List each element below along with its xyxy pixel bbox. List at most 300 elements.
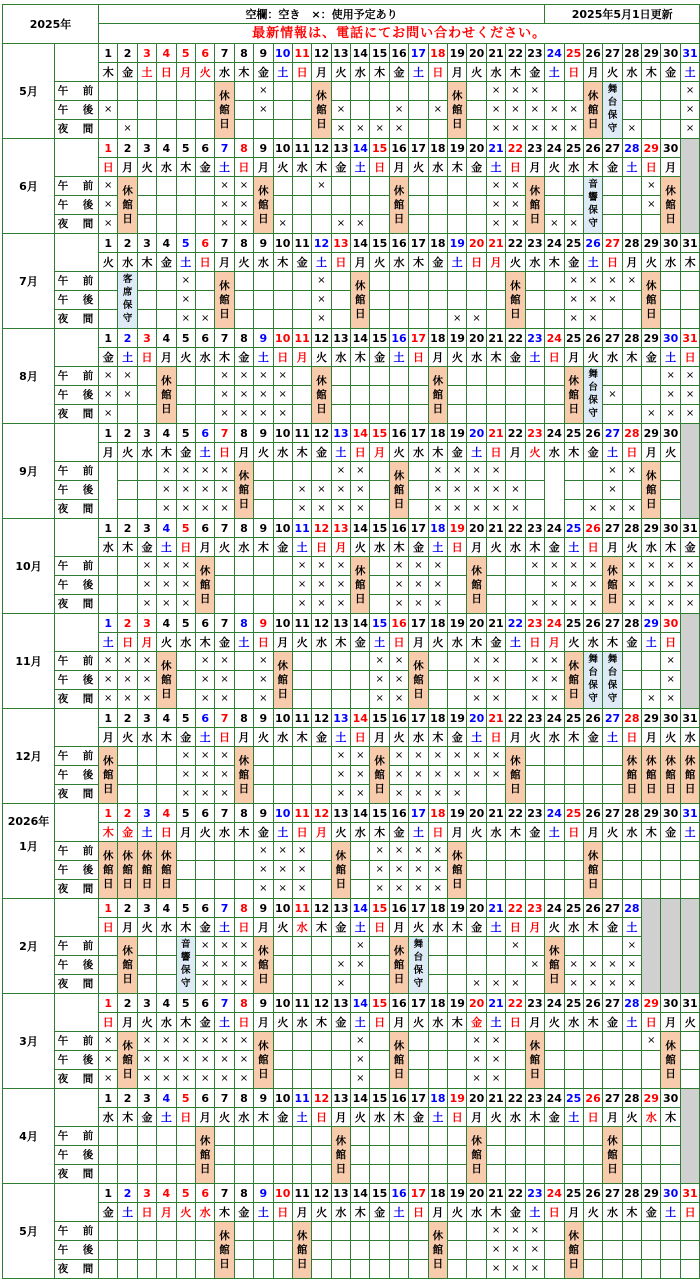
available-cell[interactable] [157, 1146, 176, 1165]
booked-cell[interactable]: × [215, 785, 234, 804]
booked-cell[interactable]: × [583, 956, 602, 975]
available-cell[interactable] [370, 405, 389, 424]
available-cell[interactable] [680, 1032, 699, 1051]
available-cell[interactable] [389, 1260, 408, 1279]
available-cell[interactable] [176, 1222, 195, 1241]
booked-cell[interactable]: × [545, 595, 564, 614]
available-cell[interactable] [254, 120, 273, 139]
available-cell[interactable] [545, 177, 564, 196]
available-cell[interactable] [234, 310, 253, 329]
available-cell[interactable] [254, 576, 273, 595]
booked-cell[interactable]: × [467, 671, 486, 690]
booked-cell[interactable]: × [583, 500, 602, 519]
booked-cell[interactable]: × [351, 481, 370, 500]
available-cell[interactable] [409, 1241, 428, 1260]
available-cell[interactable] [118, 1165, 137, 1184]
available-cell[interactable] [176, 177, 195, 196]
available-cell[interactable] [99, 310, 118, 329]
available-cell[interactable] [137, 1127, 156, 1146]
available-cell[interactable] [370, 101, 389, 120]
available-cell[interactable] [564, 785, 583, 804]
available-cell[interactable] [292, 1051, 311, 1070]
available-cell[interactable] [312, 1241, 331, 1260]
booked-cell[interactable]: × [467, 766, 486, 785]
available-cell[interactable] [642, 1070, 661, 1089]
booked-cell[interactable]: × [176, 481, 195, 500]
booked-cell[interactable]: × [661, 367, 680, 386]
available-cell[interactable] [564, 196, 583, 215]
booked-cell[interactable]: × [506, 975, 525, 994]
available-cell[interactable] [680, 1241, 699, 1260]
booked-cell[interactable]: × [622, 272, 641, 291]
available-cell[interactable] [389, 291, 408, 310]
available-cell[interactable] [603, 196, 622, 215]
available-cell[interactable] [467, 386, 486, 405]
booked-cell[interactable]: × [486, 652, 505, 671]
available-cell[interactable] [137, 1241, 156, 1260]
booked-cell[interactable]: × [622, 975, 641, 994]
available-cell[interactable] [525, 880, 545, 899]
booked-cell[interactable]: × [661, 576, 680, 595]
booked-cell[interactable]: × [622, 500, 641, 519]
booked-cell[interactable]: × [486, 462, 505, 481]
booked-cell[interactable]: × [137, 595, 156, 614]
available-cell[interactable] [389, 1222, 408, 1241]
available-cell[interactable] [292, 215, 311, 234]
available-cell[interactable] [564, 861, 583, 880]
booked-cell[interactable]: × [564, 272, 583, 291]
available-cell[interactable] [215, 861, 234, 880]
available-cell[interactable] [506, 386, 525, 405]
available-cell[interactable] [234, 842, 253, 861]
available-cell[interactable] [331, 196, 350, 215]
available-cell[interactable] [506, 671, 525, 690]
available-cell[interactable] [176, 671, 195, 690]
available-cell[interactable] [642, 1127, 661, 1146]
available-cell[interactable] [157, 1127, 176, 1146]
booked-cell[interactable]: × [389, 120, 408, 139]
available-cell[interactable] [331, 671, 350, 690]
available-cell[interactable] [564, 1070, 583, 1089]
available-cell[interactable] [409, 1222, 428, 1241]
booked-cell[interactable]: × [409, 747, 428, 766]
available-cell[interactable] [389, 405, 408, 424]
booked-cell[interactable]: × [622, 956, 641, 975]
available-cell[interactable] [389, 272, 408, 291]
booked-cell[interactable]: × [583, 272, 602, 291]
booked-cell[interactable]: × [661, 405, 680, 424]
available-cell[interactable] [292, 291, 311, 310]
booked-cell[interactable]: × [564, 120, 583, 139]
available-cell[interactable] [157, 120, 176, 139]
booked-cell[interactable]: × [564, 956, 583, 975]
available-cell[interactable] [545, 766, 564, 785]
available-cell[interactable] [642, 1260, 661, 1279]
booked-cell[interactable]: × [351, 1032, 370, 1051]
available-cell[interactable] [448, 1051, 467, 1070]
available-cell[interactable] [448, 1032, 467, 1051]
available-cell[interactable] [448, 1146, 467, 1165]
booked-cell[interactable]: × [680, 576, 699, 595]
booked-cell[interactable]: × [486, 215, 505, 234]
available-cell[interactable] [506, 1165, 525, 1184]
booked-cell[interactable]: × [370, 652, 389, 671]
available-cell[interactable] [486, 861, 505, 880]
booked-cell[interactable]: × [215, 405, 234, 424]
available-cell[interactable] [622, 1260, 641, 1279]
booked-cell[interactable]: × [331, 766, 350, 785]
booked-cell[interactable]: × [409, 595, 428, 614]
available-cell[interactable] [409, 405, 428, 424]
available-cell[interactable] [467, 1222, 486, 1241]
available-cell[interactable] [564, 462, 583, 481]
available-cell[interactable] [428, 671, 447, 690]
available-cell[interactable] [157, 272, 176, 291]
available-cell[interactable] [409, 367, 428, 386]
available-cell[interactable] [331, 386, 350, 405]
available-cell[interactable] [583, 1070, 602, 1089]
available-cell[interactable] [661, 1241, 680, 1260]
booked-cell[interactable]: × [176, 462, 195, 481]
available-cell[interactable] [215, 880, 234, 899]
available-cell[interactable] [467, 177, 486, 196]
available-cell[interactable] [254, 1222, 273, 1241]
booked-cell[interactable]: × [506, 481, 525, 500]
booked-cell[interactable]: × [331, 747, 350, 766]
available-cell[interactable] [351, 671, 370, 690]
booked-cell[interactable]: × [506, 101, 525, 120]
available-cell[interactable] [292, 652, 311, 671]
available-cell[interactable] [176, 690, 195, 709]
available-cell[interactable] [195, 82, 214, 101]
available-cell[interactable] [448, 937, 467, 956]
available-cell[interactable] [99, 1165, 118, 1184]
booked-cell[interactable]: × [137, 576, 156, 595]
available-cell[interactable] [583, 481, 602, 500]
available-cell[interactable] [564, 842, 583, 861]
available-cell[interactable] [622, 1127, 641, 1146]
booked-cell[interactable]: × [118, 120, 137, 139]
booked-cell[interactable]: × [99, 1032, 118, 1051]
booked-cell[interactable]: × [409, 785, 428, 804]
booked-cell[interactable]: × [234, 1070, 253, 1089]
booked-cell[interactable]: × [157, 576, 176, 595]
available-cell[interactable] [118, 1146, 137, 1165]
available-cell[interactable] [428, 1127, 447, 1146]
booked-cell[interactable]: × [273, 367, 292, 386]
available-cell[interactable] [137, 785, 156, 804]
available-cell[interactable] [428, 1032, 447, 1051]
available-cell[interactable] [234, 595, 253, 614]
available-cell[interactable] [351, 975, 370, 994]
available-cell[interactable] [118, 101, 137, 120]
booked-cell[interactable]: × [254, 690, 273, 709]
available-cell[interactable] [661, 120, 680, 139]
available-cell[interactable] [195, 842, 214, 861]
available-cell[interactable] [254, 1127, 273, 1146]
booked-cell[interactable]: × [603, 956, 622, 975]
available-cell[interactable] [525, 1127, 545, 1146]
booked-cell[interactable]: × [389, 595, 408, 614]
available-cell[interactable] [312, 1070, 331, 1089]
booked-cell[interactable]: × [642, 557, 661, 576]
booked-cell[interactable]: × [215, 690, 234, 709]
available-cell[interactable] [137, 272, 156, 291]
available-cell[interactable] [409, 215, 428, 234]
available-cell[interactable] [564, 1127, 583, 1146]
available-cell[interactable] [99, 595, 118, 614]
available-cell[interactable] [292, 671, 311, 690]
available-cell[interactable] [389, 1165, 408, 1184]
available-cell[interactable] [370, 215, 389, 234]
available-cell[interactable] [506, 1146, 525, 1165]
available-cell[interactable] [234, 1165, 253, 1184]
booked-cell[interactable]: × [331, 120, 350, 139]
available-cell[interactable] [642, 1165, 661, 1184]
booked-cell[interactable]: × [428, 101, 447, 120]
available-cell[interactable] [370, 956, 389, 975]
booked-cell[interactable]: × [254, 367, 273, 386]
available-cell[interactable] [448, 1165, 467, 1184]
booked-cell[interactable]: × [331, 462, 350, 481]
available-cell[interactable] [157, 177, 176, 196]
available-cell[interactable] [409, 310, 428, 329]
available-cell[interactable] [448, 975, 467, 994]
available-cell[interactable] [118, 1222, 137, 1241]
available-cell[interactable] [99, 576, 118, 595]
available-cell[interactable] [137, 481, 156, 500]
available-cell[interactable] [292, 196, 311, 215]
available-cell[interactable] [564, 1051, 583, 1070]
available-cell[interactable] [545, 785, 564, 804]
available-cell[interactable] [467, 785, 486, 804]
available-cell[interactable] [506, 1127, 525, 1146]
booked-cell[interactable]: × [622, 120, 641, 139]
available-cell[interactable] [312, 880, 331, 899]
booked-cell[interactable]: × [525, 1241, 545, 1260]
booked-cell[interactable]: × [622, 557, 641, 576]
available-cell[interactable] [622, 82, 641, 101]
booked-cell[interactable]: × [409, 880, 428, 899]
available-cell[interactable] [254, 785, 273, 804]
booked-cell[interactable]: × [389, 671, 408, 690]
booked-cell[interactable]: × [370, 861, 389, 880]
available-cell[interactable] [273, 120, 292, 139]
booked-cell[interactable]: × [486, 671, 505, 690]
booked-cell[interactable]: × [680, 557, 699, 576]
available-cell[interactable] [99, 120, 118, 139]
available-cell[interactable] [622, 215, 641, 234]
booked-cell[interactable]: × [486, 500, 505, 519]
available-cell[interactable] [195, 861, 214, 880]
booked-cell[interactable]: × [467, 310, 486, 329]
available-cell[interactable] [331, 82, 350, 101]
booked-cell[interactable]: × [428, 842, 447, 861]
booked-cell[interactable]: × [273, 880, 292, 899]
booked-cell[interactable]: × [370, 842, 389, 861]
available-cell[interactable] [506, 880, 525, 899]
booked-cell[interactable]: × [389, 101, 408, 120]
available-cell[interactable] [273, 766, 292, 785]
available-cell[interactable] [312, 747, 331, 766]
booked-cell[interactable]: × [137, 1070, 156, 1089]
available-cell[interactable] [486, 310, 505, 329]
booked-cell[interactable]: × [428, 462, 447, 481]
available-cell[interactable] [642, 367, 661, 386]
available-cell[interactable] [234, 1146, 253, 1165]
booked-cell[interactable]: × [195, 671, 214, 690]
booked-cell[interactable]: × [234, 405, 253, 424]
available-cell[interactable] [448, 405, 467, 424]
booked-cell[interactable]: × [351, 500, 370, 519]
available-cell[interactable] [195, 1260, 214, 1279]
available-cell[interactable] [157, 196, 176, 215]
booked-cell[interactable]: × [176, 272, 195, 291]
available-cell[interactable] [273, 557, 292, 576]
booked-cell[interactable]: × [176, 310, 195, 329]
available-cell[interactable] [428, 652, 447, 671]
booked-cell[interactable]: × [486, 1070, 505, 1089]
available-cell[interactable] [157, 82, 176, 101]
available-cell[interactable] [157, 1222, 176, 1241]
booked-cell[interactable]: × [642, 1032, 661, 1051]
available-cell[interactable] [622, 690, 641, 709]
booked-cell[interactable]: × [525, 956, 545, 975]
booked-cell[interactable]: × [176, 1032, 195, 1051]
available-cell[interactable] [603, 880, 622, 899]
available-cell[interactable] [292, 1032, 311, 1051]
available-cell[interactable] [176, 652, 195, 671]
available-cell[interactable] [370, 291, 389, 310]
booked-cell[interactable]: × [215, 1070, 234, 1089]
available-cell[interactable] [661, 861, 680, 880]
available-cell[interactable] [545, 1146, 564, 1165]
booked-cell[interactable]: × [448, 500, 467, 519]
booked-cell[interactable]: × [486, 481, 505, 500]
booked-cell[interactable]: × [428, 766, 447, 785]
booked-cell[interactable]: × [99, 215, 118, 234]
available-cell[interactable] [312, 690, 331, 709]
available-cell[interactable] [603, 937, 622, 956]
available-cell[interactable] [428, 120, 447, 139]
available-cell[interactable] [273, 1051, 292, 1070]
available-cell[interactable] [331, 177, 350, 196]
available-cell[interactable] [603, 766, 622, 785]
available-cell[interactable] [603, 861, 622, 880]
available-cell[interactable] [370, 1051, 389, 1070]
available-cell[interactable] [99, 975, 118, 994]
booked-cell[interactable]: × [273, 405, 292, 424]
available-cell[interactable] [157, 310, 176, 329]
available-cell[interactable] [506, 576, 525, 595]
booked-cell[interactable]: × [331, 595, 350, 614]
available-cell[interactable] [99, 937, 118, 956]
available-cell[interactable] [564, 481, 583, 500]
booked-cell[interactable]: × [195, 1070, 214, 1089]
booked-cell[interactable]: × [486, 120, 505, 139]
available-cell[interactable] [292, 101, 311, 120]
booked-cell[interactable]: × [254, 101, 273, 120]
booked-cell[interactable]: × [254, 671, 273, 690]
booked-cell[interactable]: × [680, 82, 699, 101]
booked-cell[interactable]: × [545, 671, 564, 690]
available-cell[interactable] [603, 405, 622, 424]
available-cell[interactable] [234, 82, 253, 101]
booked-cell[interactable]: × [215, 481, 234, 500]
booked-cell[interactable]: × [622, 937, 641, 956]
available-cell[interactable] [351, 177, 370, 196]
available-cell[interactable] [622, 196, 641, 215]
booked-cell[interactable]: × [351, 766, 370, 785]
booked-cell[interactable]: × [506, 1222, 525, 1241]
booked-cell[interactable]: × [331, 481, 350, 500]
booked-cell[interactable]: × [195, 766, 214, 785]
available-cell[interactable] [448, 177, 467, 196]
booked-cell[interactable]: × [331, 500, 350, 519]
available-cell[interactable] [661, 1222, 680, 1241]
available-cell[interactable] [680, 1070, 699, 1089]
available-cell[interactable] [215, 1127, 234, 1146]
available-cell[interactable] [176, 1260, 195, 1279]
booked-cell[interactable]: × [157, 1070, 176, 1089]
available-cell[interactable] [215, 1165, 234, 1184]
available-cell[interactable] [273, 1146, 292, 1165]
available-cell[interactable] [467, 956, 486, 975]
available-cell[interactable] [545, 82, 564, 101]
available-cell[interactable] [99, 272, 118, 291]
available-cell[interactable] [448, 1127, 467, 1146]
available-cell[interactable] [525, 405, 545, 424]
available-cell[interactable] [642, 842, 661, 861]
booked-cell[interactable]: × [428, 595, 447, 614]
available-cell[interactable] [273, 481, 292, 500]
available-cell[interactable] [409, 462, 428, 481]
booked-cell[interactable]: × [176, 1070, 195, 1089]
available-cell[interactable] [428, 215, 447, 234]
booked-cell[interactable]: × [583, 310, 602, 329]
booked-cell[interactable]: × [389, 880, 408, 899]
booked-cell[interactable]: × [564, 576, 583, 595]
available-cell[interactable] [545, 291, 564, 310]
available-cell[interactable] [351, 386, 370, 405]
booked-cell[interactable]: × [157, 1051, 176, 1070]
booked-cell[interactable]: × [661, 690, 680, 709]
available-cell[interactable] [486, 367, 505, 386]
available-cell[interactable] [545, 1032, 564, 1051]
booked-cell[interactable]: × [215, 177, 234, 196]
available-cell[interactable] [486, 956, 505, 975]
available-cell[interactable] [642, 1241, 661, 1260]
available-cell[interactable] [254, 272, 273, 291]
available-cell[interactable] [195, 291, 214, 310]
available-cell[interactable] [448, 652, 467, 671]
available-cell[interactable] [292, 1070, 311, 1089]
available-cell[interactable] [428, 310, 447, 329]
available-cell[interactable] [176, 386, 195, 405]
booked-cell[interactable]: × [118, 652, 137, 671]
available-cell[interactable] [525, 576, 545, 595]
available-cell[interactable] [273, 576, 292, 595]
available-cell[interactable] [448, 291, 467, 310]
available-cell[interactable] [661, 1260, 680, 1279]
available-cell[interactable] [273, 1032, 292, 1051]
booked-cell[interactable]: × [312, 177, 331, 196]
booked-cell[interactable]: × [428, 500, 447, 519]
available-cell[interactable] [273, 785, 292, 804]
available-cell[interactable] [603, 1051, 622, 1070]
available-cell[interactable] [215, 557, 234, 576]
available-cell[interactable] [603, 1070, 622, 1089]
